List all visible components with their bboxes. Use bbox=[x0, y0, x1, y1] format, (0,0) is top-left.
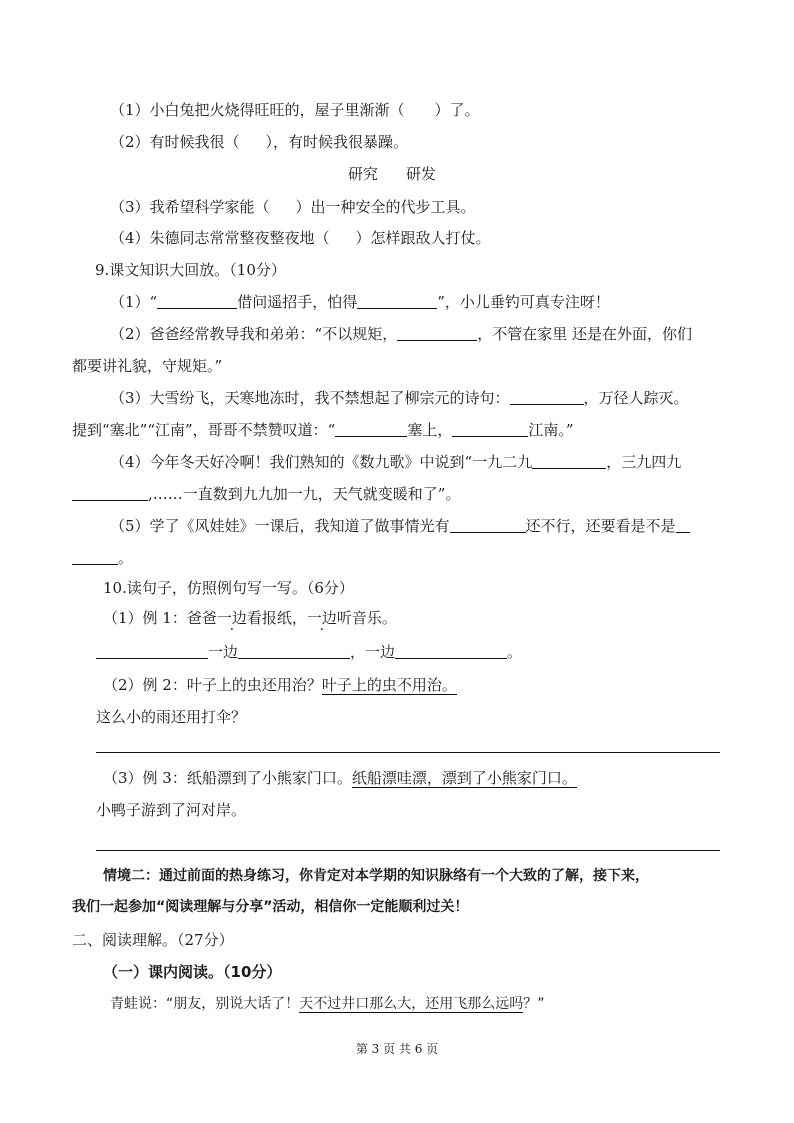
scenario-text: 我们一起参加“阅读理解与分享”活动，相信你一定能顺利过关！ bbox=[72, 899, 469, 915]
answer-blank[interactable] bbox=[395, 643, 507, 659]
answer-blank[interactable] bbox=[397, 325, 477, 341]
q9-item-4: （4）今年冬天好冷啊！我们熟知的《数九歌》中说到“一九二九 ，三九四九 bbox=[110, 453, 682, 471]
emphasized-word: 一边 bbox=[216, 609, 247, 627]
answer-blank[interactable] bbox=[157, 293, 237, 309]
q10-prompt-3: 小鸭子游到了河对岸。 bbox=[96, 801, 247, 819]
answer-blank[interactable] bbox=[532, 453, 606, 469]
word-pair bbox=[348, 164, 436, 184]
answer-blank[interactable] bbox=[72, 549, 118, 565]
q9-title: 9.课文知识大回放。（10分） bbox=[95, 261, 286, 279]
q9-item-5: （5）学了《风娃娃》一课后，我知道了做事情光有 还不行，还要看是不是 bbox=[110, 516, 690, 536]
q10-title: 10.读句子，仿照例句写一写。（6分） bbox=[103, 579, 354, 597]
q8-sentence-1: （1）小白兔把火烧得旺旺的，屋子里渐渐（ ）了。 bbox=[110, 101, 480, 119]
q10-prompt-2: 这么小的雨还用打伞？ bbox=[96, 708, 247, 726]
answer-blank[interactable] bbox=[238, 643, 350, 659]
q9-item-5-cont: 。 bbox=[72, 548, 133, 568]
q8-sentence-4: （4）朱德同志常常整夜整夜地（ ）怎样跟敌人打仗。 bbox=[110, 229, 491, 247]
q9-item-1: （1）“ 借问遥招手，怕得 ”，小儿垂钓可真专注呀！ bbox=[110, 293, 610, 311]
section-title: 二、阅读理解。（27分） bbox=[72, 931, 234, 949]
answer-blank[interactable] bbox=[510, 389, 584, 405]
example-answer: 叶子上的虫不用治。 bbox=[321, 676, 457, 694]
q9-item-2-cont: 都要讲礼貌，守规矩。” bbox=[72, 357, 223, 375]
word-option: 研究 bbox=[348, 165, 379, 183]
answer-blank[interactable] bbox=[335, 421, 407, 437]
q9-item-3-cont: 提到“塞北”“江南”，哥哥不禁赞叹道：“ 塞上， 江南。” bbox=[72, 421, 574, 439]
q9-item-4-cont: ,……一直数到九九加一九，天气就变暖和了”。 bbox=[72, 484, 460, 504]
answer-blank[interactable] bbox=[96, 643, 208, 659]
answer-blank[interactable] bbox=[72, 485, 148, 501]
q8-sentence-3: （3）我希望科学家能（ ）出一种安全的代步工具。 bbox=[110, 198, 476, 216]
example-answer: 纸船漂哇漂，漂到了小熊家门口。 bbox=[351, 769, 577, 787]
answer-blank[interactable] bbox=[450, 517, 526, 533]
q9-item-2: （2）爸爸经常教导我和弟弟：“不以规矩， ，不管在家里 还是在外面，你们 bbox=[110, 325, 692, 343]
answer-blank[interactable] bbox=[452, 421, 528, 437]
underlined-sentence: 天不过井口那么大，还用飞那么远吗 bbox=[299, 996, 524, 1012]
q10-example-1: （1）例 1：爸爸一边看报纸，一边听音乐。 bbox=[103, 609, 397, 627]
page-number: 第 3 页 共 6 页 bbox=[355, 1042, 439, 1056]
answer-line[interactable] bbox=[96, 752, 720, 753]
q10-example-3: （3）例 3：纸船漂到了小熊家门口。纸船漂哇漂，漂到了小熊家门口。 bbox=[103, 769, 577, 787]
answer-blank[interactable] bbox=[676, 517, 690, 533]
q9-item-3: （3）大雪纷飞，天寒地冻时，我不禁想起了柳宗元的诗句： ，万径人踪灭。 bbox=[110, 389, 689, 407]
answer-line[interactable] bbox=[96, 850, 720, 851]
subsection-title: （一）课内阅读。（10分） bbox=[103, 963, 282, 981]
q10-fill-1: 一边 ，一边 。 bbox=[96, 642, 522, 662]
word-option: 研发 bbox=[406, 165, 437, 183]
reading-passage: 青蛙说：“朋友，别说大话了！天不过井口那么大，还用飞那么远吗？” bbox=[110, 996, 545, 1012]
answer-blank[interactable] bbox=[357, 293, 437, 309]
scenario-text: 情境二：通过前面的热身练习，你肯定对本学期的知识脉络有一个大致的了解，接下来， bbox=[103, 868, 649, 884]
q8-sentence-2: （2）有时候我很（ ），有时候我很暴躁。 bbox=[110, 133, 409, 151]
q10-example-2: （2）例 2：叶子上的虫还用治？叶子上的虫不用治。 bbox=[103, 676, 457, 694]
emphasized-word: 一边 bbox=[306, 609, 337, 627]
